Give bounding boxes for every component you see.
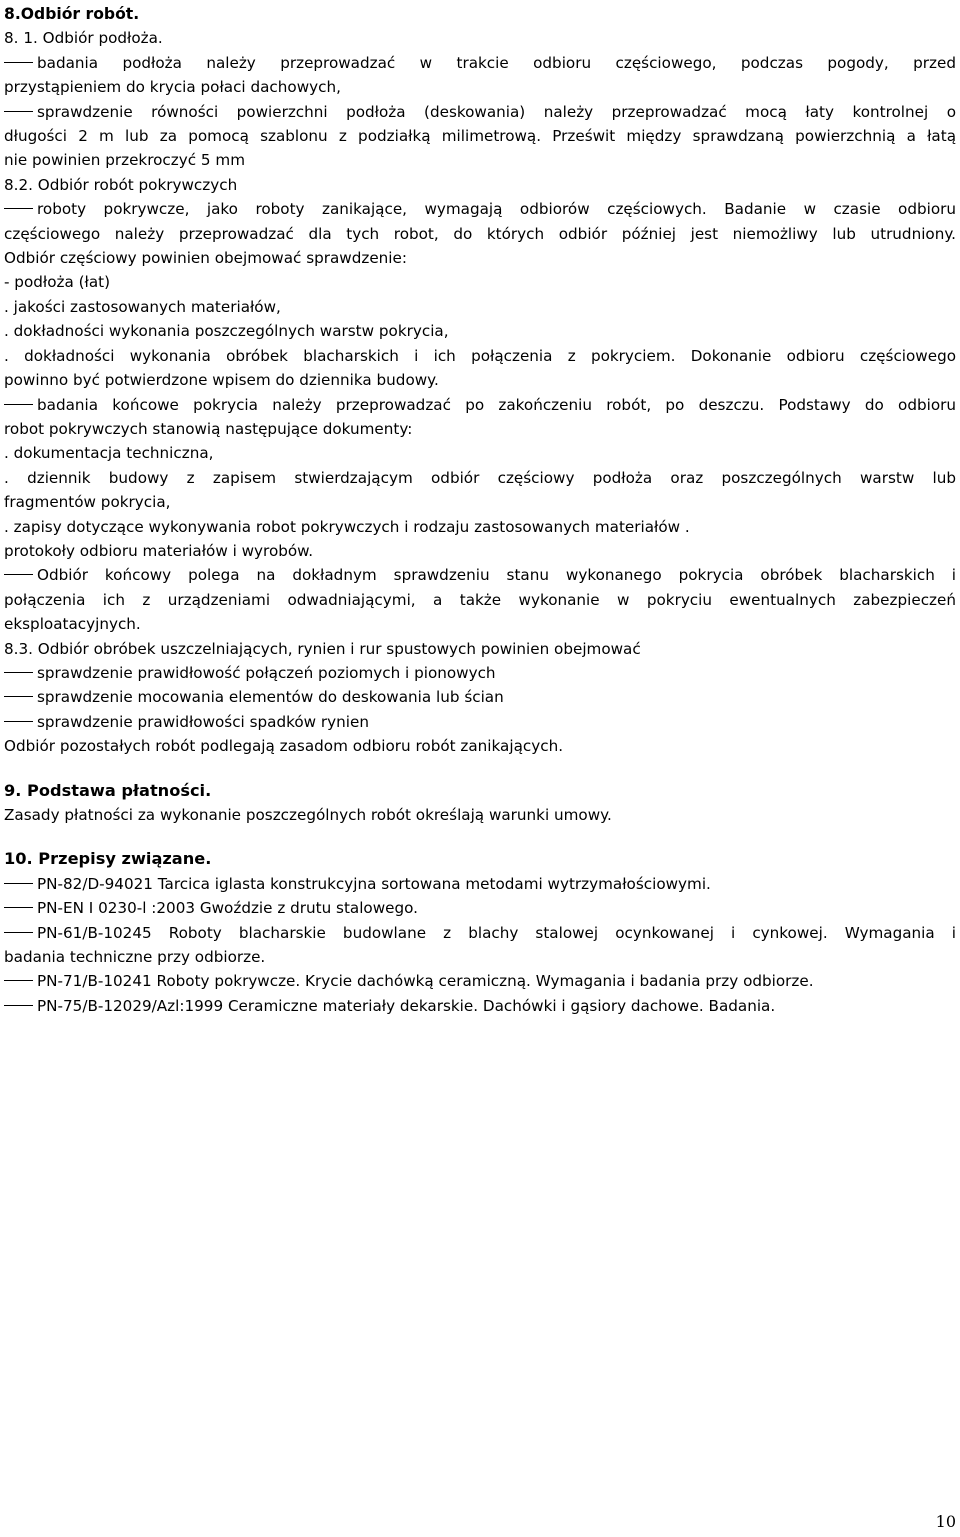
section-9-title: 9. Podstawa płatności.: [4, 780, 212, 800]
list-item: PN-61/B-10245 Roboty blacharskie budowlane z blachy stalowej ocynkowanej i cynkowej. Wymagania i: [4, 921, 956, 945]
dash-bullet: [4, 574, 33, 575]
paragraph-line: długości 2 m lub za pomocą szablonu z podziałką milimetrową. Prześwit między sprawdzaną powierzchnią a łatą: [4, 127, 956, 146]
paragraph-line: robot pokrywczych stanowią następujące dokumenty:: [4, 419, 413, 438]
list-item: sprawdzenie prawidłowości spadków rynien: [4, 710, 956, 734]
paragraph-line: badania techniczne przy odbiorze.: [4, 948, 266, 967]
subsection-8-1-title: 8. 1. Odbiór podłoża.: [4, 29, 163, 48]
paragraph-line: sprawdzenie równości powierzchni podłoża (deskowania) należy przeprowadzać mocą łaty kontrolnej o: [4, 100, 956, 124]
paragraph-line: powinno być potwierdzone wpisem do dziennika budowy.: [4, 371, 439, 390]
list-item: . zapisy dotyczące wykonywania robot pokrywczych i rodzaju zastosowanych materiałów .: [4, 517, 690, 536]
dash-bullet: [4, 980, 33, 981]
list-item: sprawdzenie mocowania elementów do deskowania lub ścian: [4, 685, 956, 709]
paragraph-line: badania podłoża należy przeprowadzać w trakcie odbioru częściowego, podczas pogody, przed: [4, 51, 956, 75]
dash-bullet: [4, 111, 33, 112]
dash-bullet: [4, 721, 33, 722]
list-item: . jakości zastosowanych materiałów,: [4, 297, 281, 316]
paragraph-line: Zasady płatności za wykonanie poszczególnych robót określają warunki umowy.: [4, 806, 612, 824]
list-item: PN-71/B-10241 Roboty pokrywcze. Krycie dachówką ceramiczną. Wymagania i badania przy odbiorze.: [4, 969, 956, 993]
list-item: . dokładności wykonania obróbek blacharskich i ich połączenia z pokryciem. Dokonanie odbioru częściowego: [4, 346, 956, 365]
list-item: PN-82/D-94021 Tarcica iglasta konstrukcyjna sortowana metodami wytrzymałościowymi.: [4, 872, 956, 896]
dash-bullet: [4, 62, 33, 63]
dash-bullet: [4, 932, 33, 933]
paragraph-line: połączenia ich z urządzeniami odwadniającymi, a także wykonanie w pokryciu ewentualnych zabezpieczeń: [4, 590, 956, 609]
dash-bullet: [4, 883, 33, 884]
spacer: [4, 827, 956, 847]
paragraph-line: Odbiór pozostałych robót podlegają zasadom odbioru robót zanikających.: [4, 737, 564, 756]
subsection-8-3-title: 8.3. Odbiór obróbek uszczelniających, rynien i rur spustowych powinien obejmować: [4, 639, 641, 658]
spacer: [4, 759, 956, 779]
dash-bullet: [4, 208, 33, 209]
page-number: 10: [935, 1512, 956, 1531]
dash-bullet: [4, 1005, 33, 1006]
paragraph-line: badania końcowe pokrycia należy przeprowadzać po zakończeniu robót, po deszczu. Podstawy do odbioru: [4, 393, 956, 417]
list-item: sprawdzenie prawidłowość połączeń poziomych i pionowych: [4, 661, 956, 685]
dash-bullet: [4, 404, 33, 405]
section-8-title: 8.Odbiór robót.: [4, 5, 140, 23]
document-body: [4, 2, 956, 1018]
paragraph-line: roboty pokrywcze, jako roboty zanikające, wymagają odbiorów częściowych. Badanie w czasie odbioru: [4, 197, 956, 221]
paragraph-line: eksploatacyjnych.: [4, 615, 141, 634]
paragraph-line: Odbiór częściowy powinien obejmować sprawdzenie:: [4, 249, 407, 268]
list-item: . dokładności wykonania poszczególnych warstw pokrycia,: [4, 322, 449, 341]
paragraph-line: Odbiór końcowy polega na dokładnym sprawdzeniu stanu wykonanego pokrycia obróbek blacharskich i: [4, 563, 956, 587]
list-item: - podłoża (łat): [4, 273, 111, 292]
dash-bullet: [4, 672, 33, 673]
paragraph-line: przystąpieniem do krycia połaci dachowych,: [4, 78, 341, 97]
paragraph-line: nie powinien przekroczyć 5 mm: [4, 151, 245, 170]
dash-bullet: [4, 696, 33, 697]
paragraph-line: częściowego należy przeprowadzać dla tych robot, do których odbiór później jest niemożliwy lub utrudniony.: [4, 224, 956, 243]
list-item: PN-EN I 0230-l :2003 Gwoździe z drutu stalowego.: [4, 896, 956, 920]
list-item: PN-75/B-12029/Azl:1999 Ceramiczne materiały dekarskie. Dachówki i gąsiory dachowe. Badania.: [4, 994, 956, 1018]
list-item: protokoły odbioru materiałów i wyrobów.: [4, 541, 314, 560]
section-10-title: 10. Przepisy związane.: [4, 849, 212, 869]
list-item: . dokumentacja techniczna,: [4, 444, 214, 463]
list-item: . dziennik budowy z zapisem stwierdzającym odbiór częściowy podłoża oraz poszczególnych warstw lub: [4, 468, 956, 487]
subsection-8-2-title: 8.2. Odbiór robót pokrywczych: [4, 175, 238, 194]
dash-bullet: [4, 907, 33, 908]
paragraph-line: fragmentów pokrycia,: [4, 493, 171, 512]
